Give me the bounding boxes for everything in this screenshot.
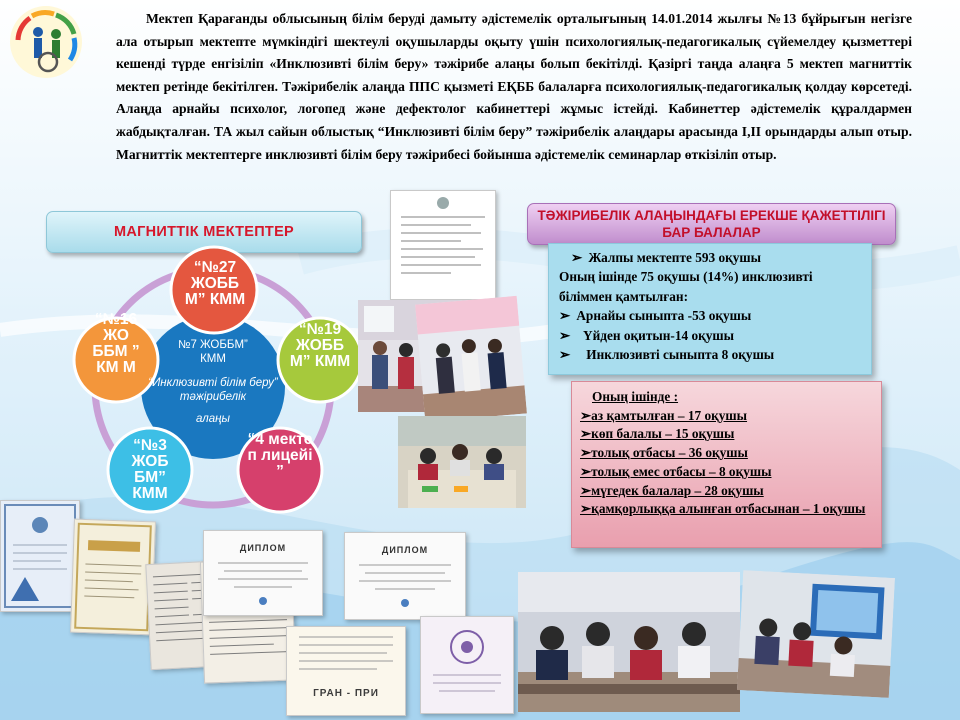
category-item: ➢толық отбасы – 36 оқушы bbox=[580, 445, 748, 461]
center-line1: №7 ЖОББМ” bbox=[178, 339, 248, 351]
diploma-1 bbox=[203, 530, 323, 616]
node-school-3-label: “№3 ЖОБ БМ” КММ bbox=[131, 437, 169, 502]
stats-home: Үйден оқитын-14 оқушы bbox=[582, 327, 735, 343]
category-text: мүгедек балалар – 28 оқушы bbox=[591, 482, 764, 498]
classroom-lesson-photo bbox=[518, 572, 740, 712]
stats-inclusive-class-row: ➢ Инклюзивті сыныпта 8 оқушы bbox=[559, 347, 775, 363]
diploma-2-title: ДИПЛОМ bbox=[381, 545, 429, 555]
smartboard-lesson-photo bbox=[737, 570, 895, 698]
diploma-1-title: ДИПЛОМ bbox=[239, 543, 287, 553]
children-activity-photo bbox=[398, 416, 526, 508]
stats-total-row: ➢ Жалпы мектепте 593 оқушы bbox=[571, 250, 762, 265]
stats-special-row: ➢ Арнайы сыныпта -53 оқушы bbox=[559, 308, 752, 324]
node-school-19-label: “№19 ЖОББ М” КММ bbox=[289, 321, 351, 370]
intro-paragraph: Мектеп Қарағанды облысының білім беруді дамыту әдістемелік орталығының 14.01.2014 жылғы №13 бұйрығын негізге ала отырып мектепте мүмкіндігі шектеулі оқушыларды оқыту үшін психологиялық-педагогикалық сүйемелдеу қызметтері кешенді түрде енгізіліп «Инклюзивті білім беру» тәжірибе алаңы болып бекітілді. Қазіргі таңда алаңға 5 мектеп магниттік мектеп ретінде бекітілген. Тәжірибелік алаңда ППС қызметі ЕҚББ балаларға психологиялық-педагогикалық қолдау көрсетеді. Алаңда арнайы психолог, логопед және дефектолог кабинеттері жұмыс істейді. Кабинеттер әдістемелік құралдармен жабдықталған. ТА жыл сайын облыстық “Инклюзивті білім беру” тәжірибелік алаңдары арасында І,ІІ орындарды алып отыр. Магниттік мектептерге инклюзивті білім беру тәжірибесі бойынша әдістемелік семинарлар өткізіліп отыр. bbox=[116, 11, 912, 162]
category-text: аз қамтылған – 17 оқушы bbox=[591, 407, 748, 423]
stats-special: Арнайы сыныпта -53 оқушы bbox=[576, 308, 752, 324]
category-item: ➢мүгедек балалар – 28 оқушы bbox=[580, 482, 764, 498]
center-line3: “Инклюзивті білім беру” тәжірибелік bbox=[148, 377, 278, 403]
diagram-center-subtitle bbox=[146, 376, 280, 426]
award-certificate bbox=[420, 616, 514, 714]
grand-prix-title: ГРАН - ПРИ bbox=[313, 688, 379, 699]
stats-home-row: ➢ Үйден оқитын-14 оқушы bbox=[559, 327, 735, 343]
category-text: қамқорлыққа алынған отбасынан – 1 оқушы bbox=[591, 501, 866, 517]
order-document-photo bbox=[390, 190, 496, 300]
category-text: көп балалы – 15 оқушы bbox=[591, 426, 735, 442]
special-needs-children-banner: ТӘЖІРИБЕЛІК АЛАҢЫНДАҒЫ ЕРЕКШЕ ҚАЖЕТТІЛІГІ БАР БАЛАЛАР bbox=[527, 203, 896, 245]
category-item: ➢көп балалы – 15 оқушы bbox=[580, 426, 735, 442]
document-lines bbox=[391, 191, 495, 299]
category-item: ➢қамқорлыққа алынған отбасынан – 1 оқушы bbox=[580, 501, 866, 517]
node-lyceum-4-label: “4 мекте п лицейі ” bbox=[247, 431, 313, 480]
category-text: толық емес отбасы – 8 оқушы bbox=[591, 463, 772, 479]
stats-total: Жалпы мектепте 593 оқушы bbox=[588, 250, 762, 265]
magnet-schools-banner: МАГНИТТІК МЕКТЕПТЕР bbox=[46, 211, 362, 253]
center-line2: КММ bbox=[200, 353, 226, 365]
honor-certificate-1 bbox=[0, 500, 80, 612]
honor-certificate-2 bbox=[70, 519, 156, 636]
grand-prix-certificate bbox=[286, 626, 406, 716]
category-item: ➢толық емес отбасы – 8 оқушы bbox=[580, 463, 772, 479]
stats-inclusive-line2: біліммен қамтылған: bbox=[559, 288, 689, 304]
category-text: толық отбасы – 36 оқушы bbox=[591, 445, 748, 461]
center-line4: алаңы bbox=[196, 413, 230, 425]
category-item: ➢аз қамтылған – 17 оқушы bbox=[580, 407, 748, 423]
diagram-center-title bbox=[146, 338, 280, 366]
stats-inclusive-class: Инклюзивті сыныпта 8 оқушы bbox=[586, 347, 775, 363]
node-school-27-label: “№27 ЖОББ М” КММ bbox=[184, 259, 246, 308]
classroom-visit-photo bbox=[415, 296, 527, 422]
node-school-16-label: “№16 ЖО ББМ ” КМ М bbox=[92, 311, 140, 376]
categories-header: Оның ішінде : bbox=[592, 389, 679, 404]
stats-inclusive-line1: Оның ішінде 75 оқушы (14%) инклюзивті bbox=[559, 269, 813, 285]
diploma-2 bbox=[344, 532, 466, 620]
